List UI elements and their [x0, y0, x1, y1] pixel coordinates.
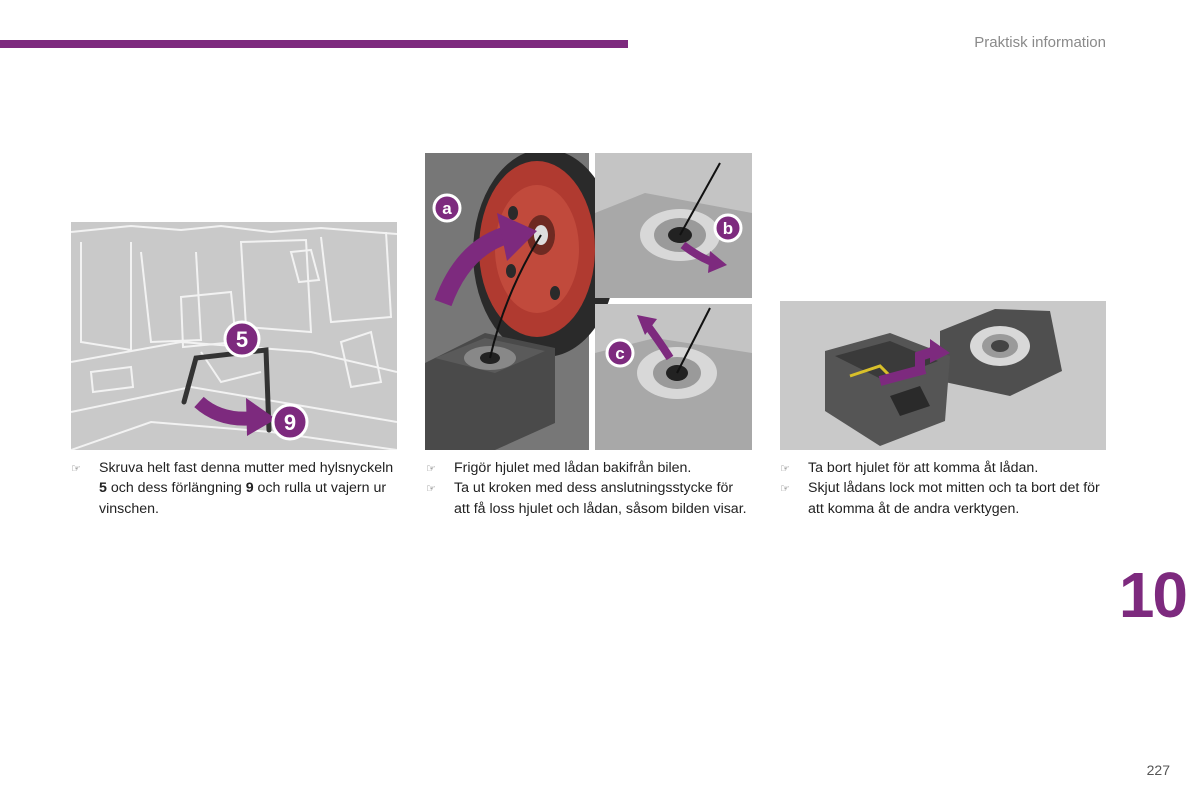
pointing-hand-icon: ☞ — [780, 483, 790, 496]
pointing-hand-icon: ☞ — [71, 463, 81, 475]
section-title: Praktisk information — [974, 34, 1106, 51]
chapter-number: 10 — [1118, 559, 1186, 631]
page-number: 227 — [1146, 762, 1170, 778]
pointing-hand-icon: ☞ — [426, 463, 436, 475]
caption-column-1 — [71, 458, 397, 519]
caption-list-item: ☞ Frigör hjulet med lådan bakifrån bilen. — [426, 458, 752, 478]
caption-list-item: ☞ Skruva helt fast denna mutter med hylsnyckeln 5 och dess förlängning 9 och rulla ut vajern ur vinschen. — [71, 460, 394, 517]
caption-list-item: ☞ Ta bort hjulet för att komma åt lådan. — [780, 458, 1110, 478]
figure-trunk-floor-illustration — [71, 222, 397, 450]
callout-label-c: c — [615, 344, 625, 363]
caption-list-item: ☞ Ta ut kroken med dess anslutningsstycke för att få loss hjulet och lådan, såsom bilden visar. — [426, 480, 747, 517]
figure-spare-wheel-illustration — [425, 153, 752, 450]
pointing-hand-icon: ☞ — [426, 483, 436, 496]
callout-label-a: a — [442, 199, 452, 218]
caption-column-2 — [426, 458, 752, 519]
callout-label-5: 5 — [235, 327, 249, 352]
caption-list-item: ☞ Skjut lådans lock mot mitten och ta bort det för att komma åt de andra verktygen. — [780, 480, 1100, 517]
figure-tool-box-illustration — [780, 301, 1106, 450]
caption-column-3 — [780, 458, 1110, 519]
header-accent-bar — [0, 40, 628, 48]
pointing-hand-icon: ☞ — [780, 463, 790, 475]
callout-label-9: 9 — [283, 410, 297, 435]
callout-label-b: b — [722, 219, 734, 238]
